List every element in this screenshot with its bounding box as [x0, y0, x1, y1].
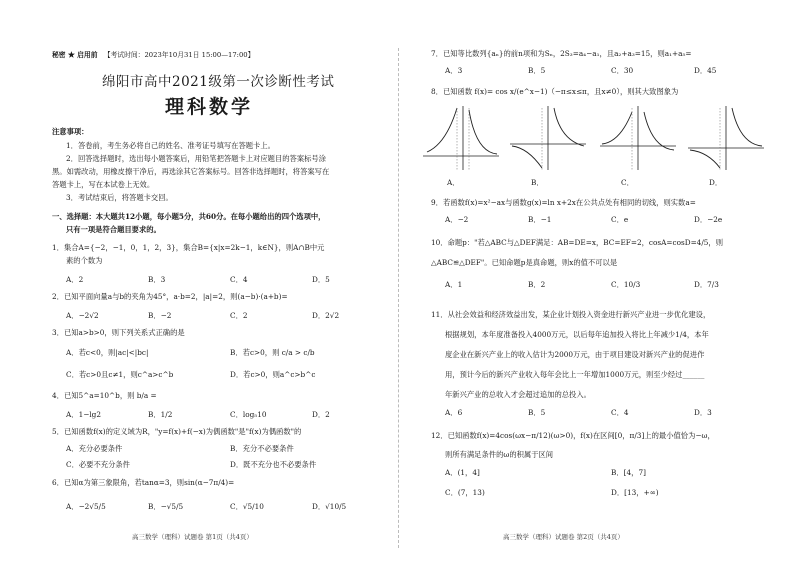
q1-option-b: B．3 — [148, 275, 166, 284]
exam-time: 【考试时间：2023年10月31日 15:00—17:00】 — [103, 51, 255, 59]
question-12-stem-cont: 则所有满足条件的ω的积属于区间 — [445, 450, 554, 459]
q4-option-c: C．log₅10 — [230, 410, 267, 419]
q3-option-d: D．若c>0，则a^c>b^c — [230, 370, 316, 379]
q11-option-a: A．6 — [445, 408, 463, 417]
q7-option-b: B．5 — [528, 66, 546, 75]
q6-option-b: B．−√5/5 — [148, 502, 184, 511]
notes-heading: 注意事项： — [52, 127, 89, 136]
q8-option-a: A． — [447, 178, 460, 187]
subject-title: 理科数学 — [165, 96, 254, 118]
q4-option-a: A．1−lg2 — [66, 410, 101, 419]
secret-label: 秘密 ★ 启用前 — [52, 51, 98, 59]
footer-left: 高三数学（理科）试题卷 第1页（共4页） — [132, 533, 253, 541]
page-divider — [398, 48, 399, 548]
q10-option-b: B．2 — [528, 280, 546, 289]
exam-title: 绵阳市高中2021级第一次诊断性考试 — [102, 74, 335, 90]
q2-option-d: D．2√2 — [312, 311, 340, 320]
note-item: 答题卡上，写在本试卷上无效。 — [52, 180, 155, 189]
graph-d — [686, 104, 766, 172]
q9-option-d: D．−2e — [694, 215, 723, 224]
footer-right: 高三数学（理科）试题卷 第2页（共4页） — [503, 533, 624, 541]
section-heading: 一、选择题：本大题共12小题，每小题5分，共60分。在每小题给出的四个选项中， — [52, 212, 326, 221]
question-12-stem: 12．已知函数f(x)=4cos(ωx−π/12)(ω>0)，f(x)在区间[0，π/3]上的最小值恰为−ω， — [431, 431, 715, 440]
q7-option-a: A．3 — [445, 66, 463, 75]
q2-option-c: C．2 — [230, 311, 248, 320]
question-11-stem: 11．从社会效益和经济效益出发，某企业计划投入资金进行新兴产业进一步优化建设， — [431, 310, 711, 319]
section-heading-cont: 只有一项是符合题目要求的。 — [66, 225, 161, 234]
q6-option-a: A．−2√5/5 — [66, 502, 106, 511]
q3-option-b: B．若c>0，则 c/a > c/b — [230, 348, 315, 357]
q5-option-d: D．既不充分也不必要条件 — [230, 460, 317, 469]
q6-option-c: C．√5/10 — [230, 502, 264, 511]
q3-option-a: A．若c<0，则|ac|<|bc| — [66, 348, 149, 357]
q9-option-b: B．−1 — [528, 215, 552, 224]
q11-option-b: B．5 — [528, 408, 546, 417]
note-item: 黑。如需改动，用橡皮擦干净后，再选涂其它答案标号。回答非选择题时，将答案写在 — [52, 167, 330, 176]
question-7-stem: 7．已知等比数列{aₙ}的前n项和为Sₙ，2S₃=a₄−a₁，且a₂+a₃=15，则a₁+a₅= — [431, 49, 692, 58]
q5-option-b: B．充分不必要条件 — [230, 444, 294, 453]
q5-option-c: C．必要不充分条件 — [66, 460, 130, 469]
q7-option-d: D．45 — [694, 66, 717, 75]
question-8-stem: 8．已知函数 f(x)= cos x/(e^x−1)（−π≤x≤π，且x≠0），则其大致图象为 — [431, 87, 679, 96]
question-10-stem-cont: △ABC≌△DEF"。已知命题p是真命题，则x的值不可以是 — [431, 258, 618, 267]
q8-option-b: B． — [531, 178, 544, 187]
note-item: 2．回答选择题时，选出每小题答案后，用铅笔把答题卡上对应题目的答案标号涂 — [66, 154, 327, 163]
question-6-stem: 6．已知α为第三象限角，若tanα=3，则sin(α−7π/4)= — [52, 478, 235, 487]
note-item: 1．答卷前，考生务必将自己的姓名、准考证号填写在答题卡上。 — [66, 141, 275, 150]
graph-c — [598, 104, 678, 172]
question-2-stem: 2．已知平面向量a与b的夹角为45°，a·b=2，|a|=2，则(a−b)·(a+b)= — [52, 292, 288, 301]
q2-option-a: A．−2√2 — [66, 311, 99, 320]
q5-option-a: A．充分必要条件 — [66, 444, 123, 453]
question-11-stem-cont: 度企业在新兴产业上的收入估计为2000万元，由于项目建设对新兴产业的促进作 — [445, 350, 705, 359]
q12-option-d: D．[13，+∞) — [611, 488, 659, 497]
q12-option-c: C．(7，13) — [445, 488, 485, 497]
q10-option-d: D．7/3 — [694, 280, 719, 289]
question-11-stem-cont: 根据规划，本年度准备投入4000万元，以后每年追加投入将比上年减少1/4，本年 — [445, 330, 709, 339]
q8-option-d: D． — [709, 178, 723, 187]
q12-option-a: A．(1，4] — [445, 468, 480, 477]
q1-option-d: D．5 — [312, 275, 330, 284]
q1-option-a: A．2 — [66, 275, 84, 284]
q10-option-c: C．10/3 — [611, 280, 641, 289]
question-5-stem: 5．已知函数f(x)的定义域为R，"y=f(x)+f(−x)为偶函数"是"f(x)为偶函数"的 — [52, 427, 302, 436]
note-item: 3．考试结束后，将答题卡交回。 — [66, 193, 173, 202]
graph-b — [508, 104, 588, 172]
q3-option-c: C．若c>0且c≠1，则c^a>c^b — [66, 370, 174, 379]
q1-option-c: C．4 — [230, 275, 248, 284]
q9-option-c: C．e — [611, 215, 629, 224]
q2-option-b: B．−2 — [148, 311, 172, 320]
header-line — [52, 49, 254, 59]
q12-option-b: B．[4，7] — [611, 468, 646, 477]
graph-a — [421, 104, 501, 172]
question-10-stem: 10．命题p："若△ABC与△DEF满足：AB=DE=x，BC=EF=2，cosA=cosD=4/5，则 — [431, 238, 724, 247]
q9-option-a: A．−2 — [445, 215, 469, 224]
question-1-stem: 1．集合A={−2，−1，0，1，2，3}，集合B={x|x=2k−1，k∈N}，则A∩B中元 — [52, 243, 325, 252]
q4-option-b: B．1/2 — [148, 410, 173, 419]
q6-option-d: D．√10/5 — [312, 502, 347, 511]
q11-option-d: D．3 — [694, 408, 712, 417]
question-9-stem: 9．若函数f(x)=x²−ax与函数g(x)=ln x+2x在公共点处有相同的切线，则实数a= — [431, 198, 696, 207]
question-1-stem-cont: 素的个数为 — [66, 256, 103, 265]
question-11-stem-cont: 用，预计今后的新兴产业收入每年会比上一年增加1000万元，则至少经过______ — [445, 370, 705, 379]
q8-option-c: C． — [621, 178, 634, 187]
question-4-stem: 4．已知5^a=10^b，则 b/a = — [52, 391, 157, 400]
q11-option-c: C．4 — [611, 408, 629, 417]
q4-option-d: D．2 — [312, 410, 330, 419]
q10-option-a: A．1 — [445, 280, 463, 289]
q7-option-c: C．30 — [611, 66, 634, 75]
question-11-stem-cont: 年新兴产业的总收入才会超过追加的总投入。 — [445, 390, 591, 399]
question-3-stem: 3．已知a>b>0，则下列关系式正确的是 — [52, 328, 185, 337]
